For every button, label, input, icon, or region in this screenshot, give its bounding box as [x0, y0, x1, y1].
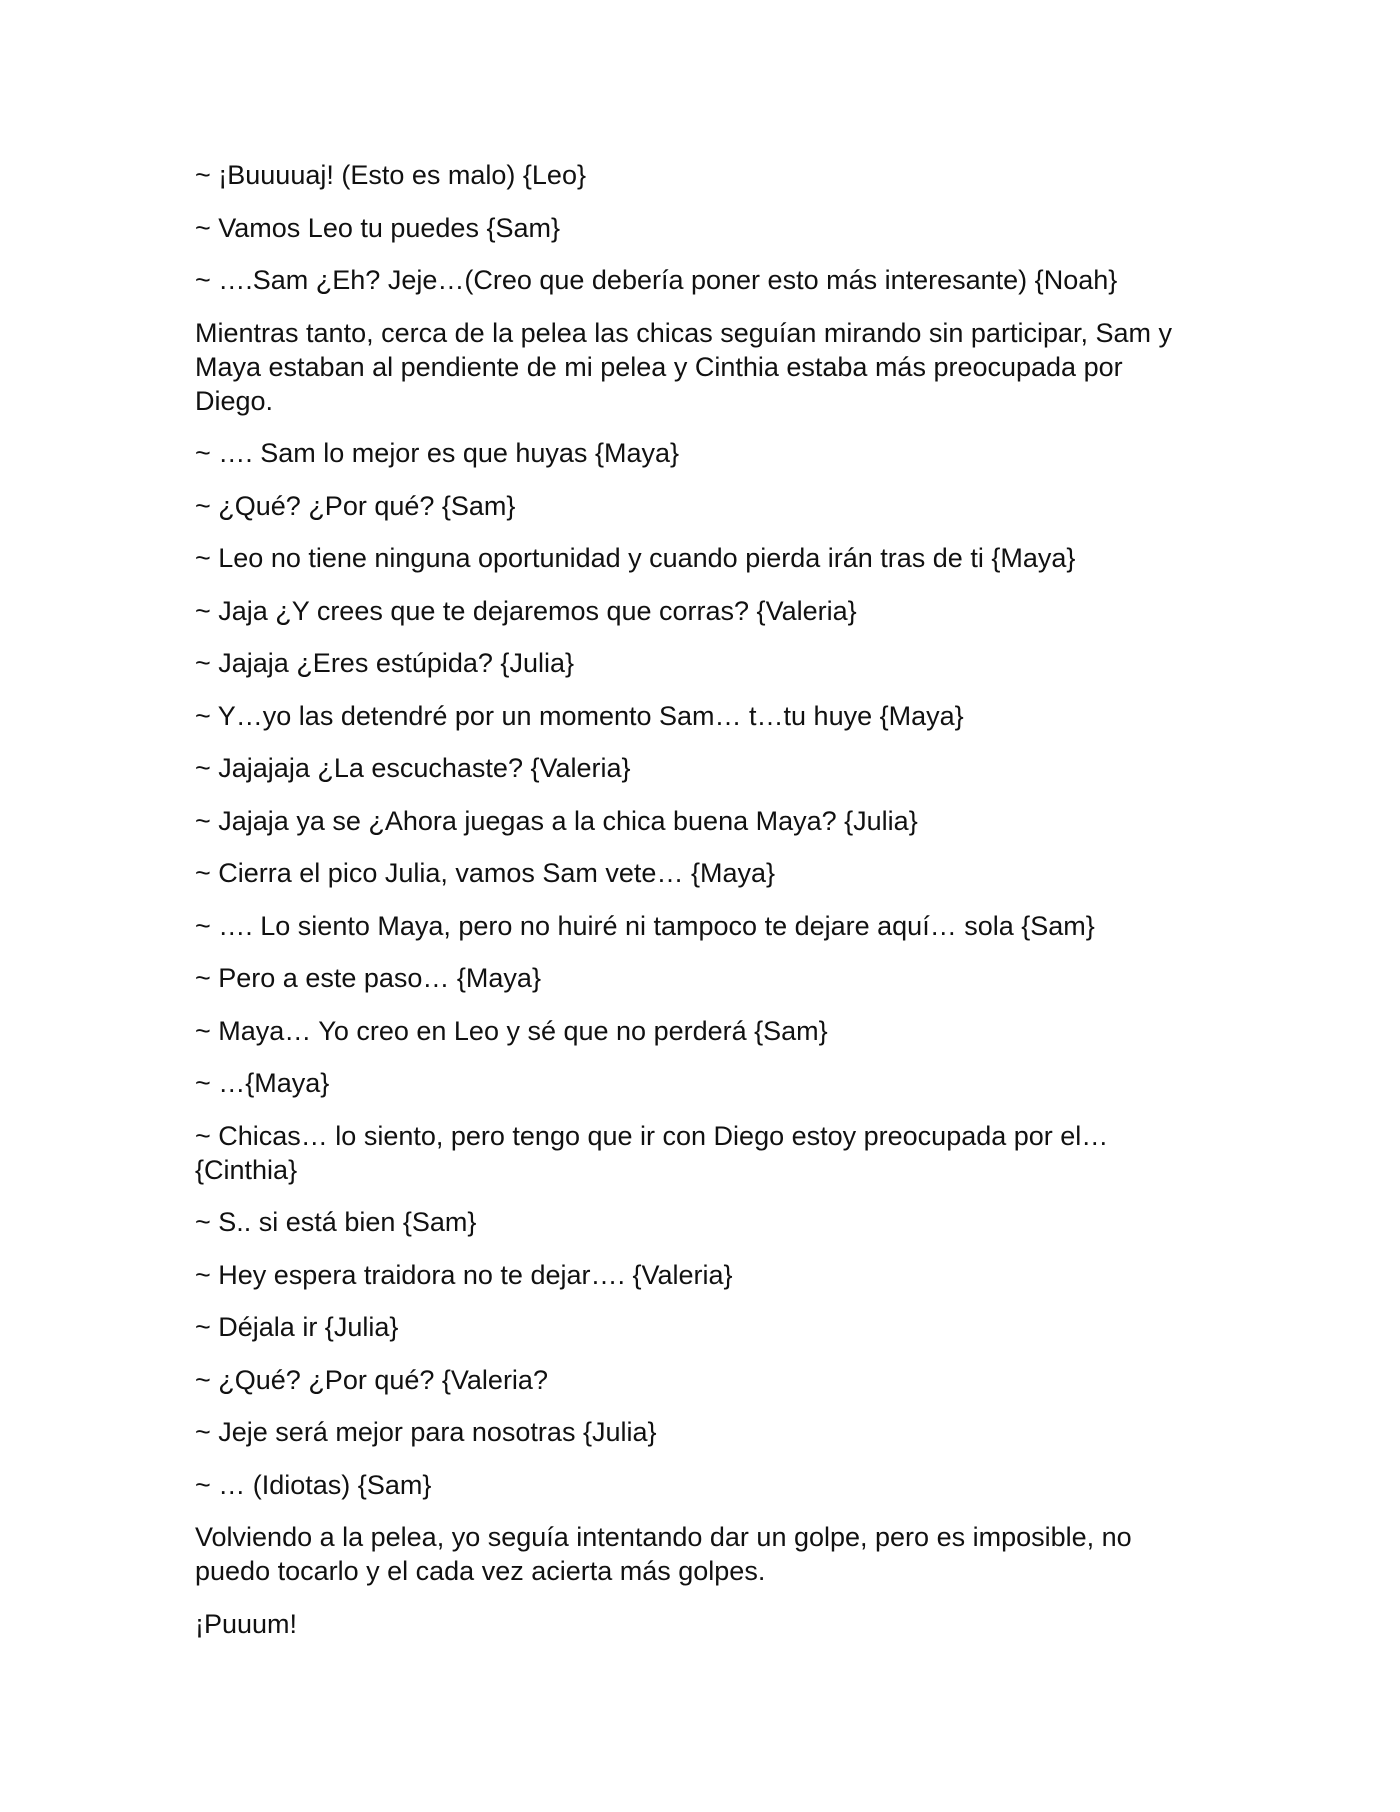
dialogue-line: ~ Cierra el pico Julia, vamos Sam vete… {Maya} — [195, 858, 775, 888]
narration-paragraph: Volviendo a la pelea, yo seguía intentando dar un golpe, pero es imposible, no puedo tocarlo y el cada vez acierta más golpes. — [195, 1522, 1132, 1586]
dialogue-line: ~ Y…yo las detendré por un momento Sam… t…tu huye {Maya} — [195, 700, 964, 731]
dialogue-line: ~ S.. si está bien {Sam} — [195, 1207, 477, 1237]
dialogue-line: ~ Pero a este paso… {Maya} — [195, 963, 541, 993]
dialogue-line: ~ Vamos Leo tu puedes {Sam} — [195, 212, 561, 243]
document-body — [195, 158, 1205, 1659]
dialogue-line: ~ ….Sam ¿Eh? Jeje…(Creo que debería poner esto más interesante) {Noah} — [195, 265, 1118, 295]
dialogue-line: ~ Chicas… lo siento, pero tengo que ir con Diego estoy preocupada por el… {Cinthia} — [195, 1120, 1109, 1185]
dialogue-line: ~ Jeje será mejor para nosotras {Julia} — [195, 1417, 657, 1447]
sound-effect-line: ¡Puuum! — [195, 1608, 298, 1639]
dialogue-line: ~ ¡Buuuuaj! (Esto es malo) {Leo} — [195, 160, 586, 190]
dialogue-line: ~ …. Lo siento Maya, pero no huiré ni tampoco te dejare aquí… sola {Sam} — [195, 910, 1095, 941]
dialogue-line: ~ … (Idiotas) {Sam} — [195, 1469, 432, 1500]
dialogue-line: ~ Leo no tiene ninguna oportunidad y cuando pierda irán tras de ti {Maya} — [195, 543, 1076, 573]
dialogue-line: ~ ¿Qué? ¿Por qué? {Sam} — [195, 490, 516, 521]
dialogue-line: ~ ¿Qué? ¿Por qué? {Valeria? — [195, 1364, 548, 1395]
dialogue-line: ~ Jaja ¿Y crees que te dejaremos que corras? {Valeria} — [195, 595, 857, 626]
dialogue-line: ~ …{Maya} — [195, 1068, 330, 1098]
dialogue-line: ~ Jajajaja ¿La escuchaste? {Valeria} — [195, 753, 631, 783]
dialogue-line: ~ …. Sam lo mejor es que huyas {Maya} — [195, 438, 679, 468]
dialogue-line: ~ Jajaja ya se ¿Ahora juegas a la chica buena Maya? {Julia} — [195, 805, 918, 836]
narration-paragraph: Mientras tanto, cerca de la pelea las chicas seguían mirando sin participar, Sam y Maya estaban al pendiente de mi pelea y Cinthia estaba más preocupada por Diego. — [195, 317, 1172, 416]
dialogue-line: ~ Jajaja ¿Eres estúpida? {Julia} — [195, 648, 574, 678]
dialogue-line: ~ Maya… Yo creo en Leo y sé que no perderá {Sam} — [195, 1015, 828, 1046]
dialogue-line: ~ Déjala ir {Julia} — [195, 1312, 399, 1342]
dialogue-line: ~ Hey espera traidora no te dejar…. {Valeria} — [195, 1259, 733, 1290]
